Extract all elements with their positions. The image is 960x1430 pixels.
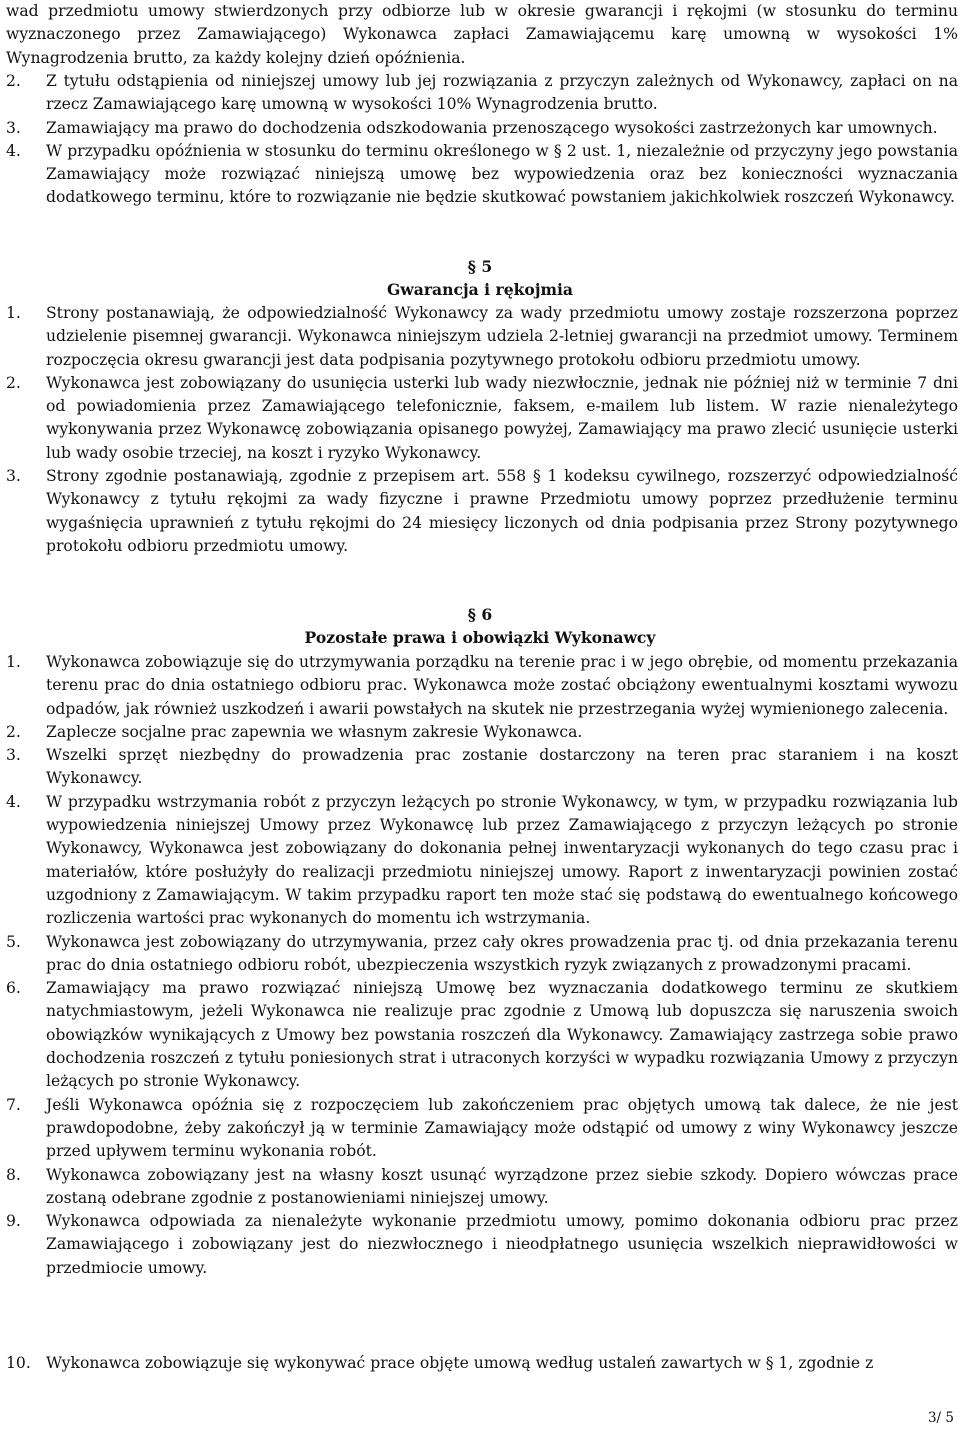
item-text: Wszelki sprzęt niezbędny do prowadzenia prac zostanie dostarczony na teren prac staraniem i na koszt Wykonawcy. (46, 746, 958, 788)
list-item (0, 140, 958, 210)
item-number: 4. (6, 792, 21, 811)
list-item (0, 931, 958, 978)
item-text: W przypadku wstrzymania robót z przyczyn leżących po stronie Wykonawcy, w tym, w przypadku rozwiązania lub wypowiedzenia niniejszej Umowy przez Wykonawcę lub przez Zamawiającego z przyczyn leżących po stronie Wykonawcy, Wykonawca jest zobowiązany do dokonania pełnej inwentaryzacji wykonanych do tego czasu prac i materiałów, które posłużyły do realizacji przedmiotu niniejszej umowy. Raport z inwentaryzacji powinien zostać uzgodniony z Zamawiającym. W takim przypadku raport ten może stać się podstawą do ewentualnego końcowego rozliczenia wartości prac wykonanych do momentu ich wstrzymania. (46, 792, 958, 928)
warranty-list (0, 302, 958, 558)
item-text: W przypadku opóźnienia w stosunku do terminu określonego w § 2 ust. 1, niezależnie od przyczyny jego powstania Zamawiający może rozwiązać niniejszą umowę bez wypowiedzenia oraz bez konieczności wyznaczania dodatkowego terminu, które to rozwiązanie nie będzie skutkować powstaniem jakichkolwiek roszczeń Wykonawcy. (46, 141, 958, 207)
item-text: Wykonawca zobowiązuje się wykonywać prace objęte umową według ustaleń zawartych w § 1, zgodnie z (46, 1354, 874, 1372)
item-number: 9. (6, 1212, 21, 1231)
list-item (0, 465, 958, 558)
item-text: Z tytułu odstąpienia od niniejszej umowy lub jej rozwiązania z przyczyn zależnych od Wykonawcy, zapłaci on na rzecz Zamawiającego karę umowną w wysokości 10% Wynagrodzenia brutto. (46, 72, 958, 114)
item-text: Wykonawca jest zobowiązany do utrzymywania, przez cały okres prowadzenia prac tj. od dnia przekazania terenu prac do dnia ostatniego odbioru robót, ubezpieczenia wszystkich ryzyk związanych z prowadzonymi pracami. (46, 932, 958, 974)
item-number: 3. (6, 746, 21, 765)
section-title: Gwarancja i rękojmia (386, 280, 574, 299)
item-number: 6. (6, 979, 21, 998)
item-number: 2. (6, 72, 21, 90)
section-title: Pozostałe prawa i obowiązki Wykonawcy (304, 628, 656, 647)
item-number: 3. (6, 118, 21, 137)
list-item (0, 70, 958, 117)
list-item (0, 977, 958, 1093)
list-item (0, 744, 958, 791)
item-number: 1. (6, 653, 21, 671)
item-text: Jeśli Wykonawca opóźnia się z rozpoczęciem lub zakończeniem prac objętych umową tak dalece, że nie jest prawdopodobne, żeby zakończył ją w terminie Zamawiający może odstąpić od umowy z winy Wykonawcy jeszcze przed upływem terminu wykonania robót. (46, 1095, 958, 1161)
item-text: Strony zgodnie postanawiają, zgodnie z przepisem art. 558 § 1 kodeksu cywilnego, rozszerzyć odpowiedzialność Wykonawcy z tytułu rękojmi za wady fizyczne i prawne Przedmiotu umowy poprzez przedłużenie terminu wygaśnięcia uprawnień z tytułu rękojmi do 24 miesięcy liczonych od dnia podpisania przez Strony pozytywnego protokołu odbioru przedmiotu umowy. (46, 467, 958, 555)
item-text: Wykonawca odpowiada za nienależyte wykonanie przedmiotu umowy, pomimo dokonania odbioru prac przez Zamawiającego i zobowiązany jest do niezwłocznego i nieodpłatnego usunięcia wszelkich nieprawidłowości w przedmiocie umowy. (46, 1212, 958, 1277)
list-item (0, 372, 958, 465)
intro-paragraph: wad przedmiotu umowy stwierdzonych przy odbiorze lub w okresie gwarancji i rękojmi (w stosunku do terminu wyznaczonego przez Zamawiającego) Wykonawca zapłaci Zamawiającemu karę umowną w wysokości 1% Wynagrodzenia brutto, za każdy kolejny dzień opóźnienia. (6, 2, 958, 67)
section-5-heading (0, 255, 960, 301)
section-number: § 5 (467, 257, 493, 276)
item-text: Zaplecze socjalne prac zapewnia we własnym zakresie Wykonawca. (46, 722, 583, 741)
list-item (0, 117, 958, 140)
list-item (0, 1094, 958, 1164)
item-number: 3. (6, 467, 21, 486)
item-number: 2. (6, 722, 21, 741)
item-text: Strony postanawiają, że odpowiedzialność Wykonawcy za wady przedmiotu umowy zostaje rozszerzona poprzez udzielenie pisemnej gwarancji. Wykonawca niniejszym udziela 2-letniej gwarancji na przedmiot umowy. Terminem rozpoczęcia okresu gwarancji jest data podpisania pozytywnego protokołu odbioru przedmiotu umowy. (46, 304, 958, 369)
item-text: Zamawiający ma prawo rozwiązać niniejszą Umowę bez wyznaczania dodatkowego terminu ze skutkiem natychmiastowym, jeżeli Wykonawca nie realizuje prac zgodnie z Umową lub dopuszcza się naruszenia swoich obowiązków wynikających z Umowy bez powstania roszczeń dla Wykonawcy. Zamawiający zastrzega sobie prawo dochodzenia roszczeń z tytułu poniesionych strat i utraconych korzyści w wypadku rozwiązania Umowy z przyczyn leżących po stronie Wykonawcy. (46, 979, 958, 1091)
item-number: 1. (6, 304, 21, 322)
item-number: 5. (6, 932, 21, 951)
page-number: 3/ 5 (927, 1410, 954, 1426)
list-item (0, 651, 958, 721)
item-text: Wykonawca zobowiązany jest na własny koszt usunąć wyrządzone przez siebie szkody. Dopiero wówczas prace zostaną odebrane zgodnie z postanowieniami niniejszej umowy. (46, 1165, 958, 1207)
section-number: § 6 (467, 605, 493, 624)
penalty-list (0, 70, 958, 210)
section-6-heading (0, 603, 960, 649)
item-number: 7. (6, 1095, 21, 1114)
item-text: Wykonawca jest zobowiązany do usunięcia usterki lub wady niezwłocznie, jednak nie później niż w terminie 7 dni od powiadomienia przez Zamawiającego telefonicznie, faksem, e-mailem lub listem. W razie nienależytego wykonywania przez Wykonawcę zobowiązania opisanego powyżej, Zamawiający ma prawo zlecić usunięcie usterki lub wady osobie trzeciej, na koszt i ryzyko Wykonawcy. (46, 373, 958, 462)
item-text: Wykonawca zobowiązuje się do utrzymywania porządku na terenie prac i w jego obrębie, od momentu przekazania terenu prac do dnia ostatniego odbioru prac. Wykonawca może zostać obciążony ewentualnymi kosztami wywozu odpadów, jak również uszkodzeń i awarii powstałych na skutek nie przestrzegania wyżej wymienionego zalecenia. (46, 653, 958, 718)
item-number: 8. (6, 1165, 21, 1184)
list-item (0, 1210, 958, 1280)
item-number: 4. (6, 141, 21, 160)
item-number: 2. (6, 373, 21, 392)
list-item (0, 302, 958, 372)
contractor-duties-list (0, 651, 958, 1280)
list-item (0, 1352, 958, 1375)
list-item (0, 791, 958, 931)
item-number: 10. (6, 1354, 31, 1372)
item-text: Zamawiający ma prawo do dochodzenia odszkodowania przenoszącego wysokości zastrzeżonych kar umownych. (46, 118, 938, 137)
trailing-item-list (0, 1352, 958, 1375)
list-item (0, 1164, 958, 1211)
list-item (0, 721, 958, 744)
